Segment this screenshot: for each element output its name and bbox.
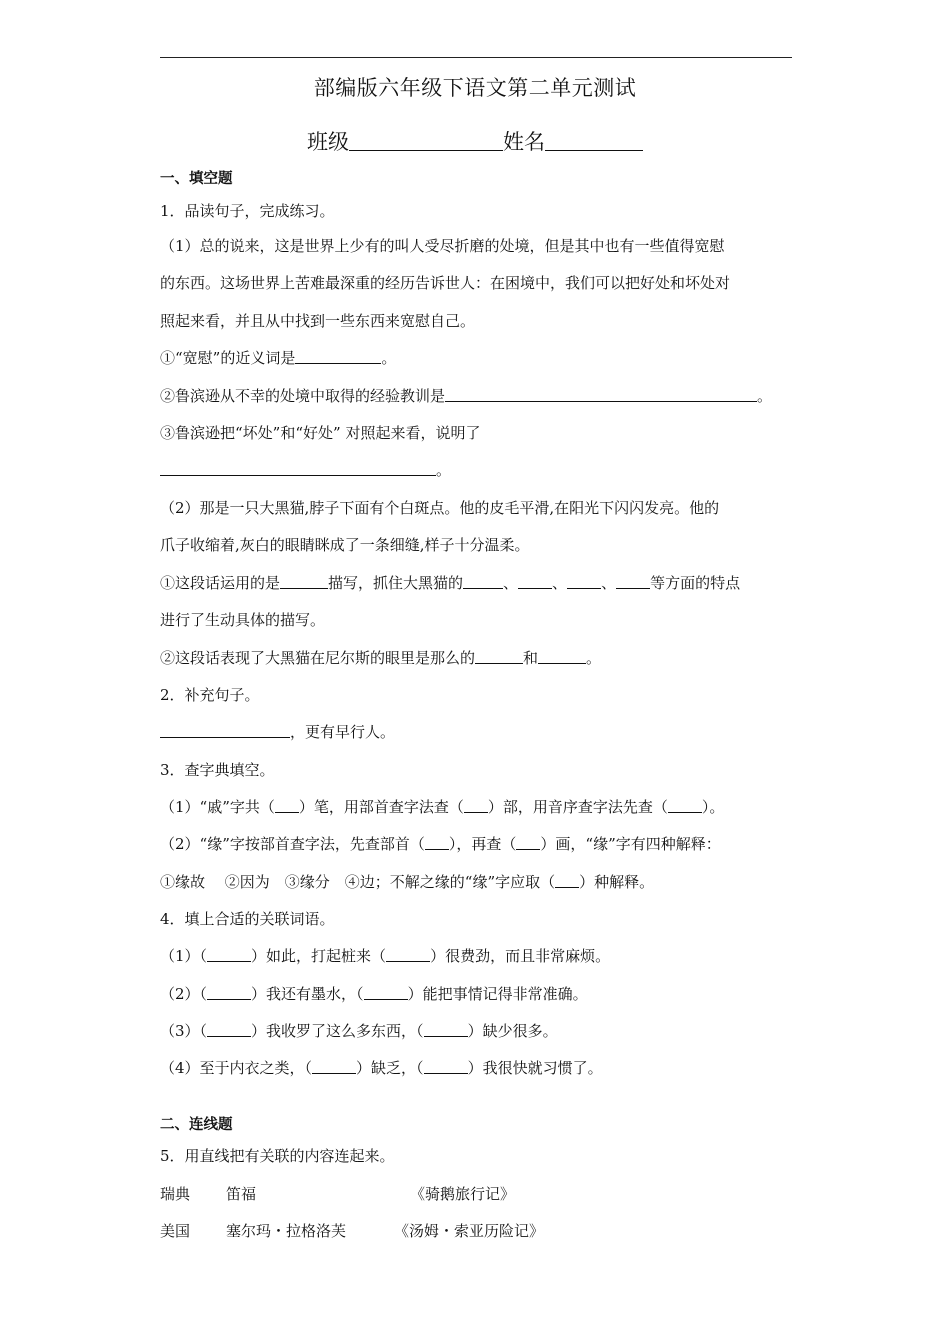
q4-text: （4）至于内衣之类，（ <box>160 1059 313 1077</box>
country[interactable]: 瑞典 <box>160 1185 191 1203</box>
q1-sub2 <box>160 386 772 406</box>
q3-line2 <box>160 834 721 854</box>
q1-passage2-line1: （2）那是一只大黑猫,脖子下面有个白斑点。他的皮毛平滑,在阳光下闪闪发亮。他的 <box>160 499 720 517</box>
answer-blank[interactable] <box>538 648 586 664</box>
separator: 、 <box>601 574 617 592</box>
answer-blank[interactable] <box>668 797 702 813</box>
q1-sub3: ③鲁滨逊把“坏处”和“好处” 对照起来看，说明了 <box>160 424 481 442</box>
q1-sub3-end: 。 <box>436 461 452 479</box>
answer-blank[interactable] <box>445 386 757 402</box>
q1-passage1-line1: （1）总的说来，这是世界上少有的叫人受尽折磨的处境，但是其中也有一些值得宽慰 <box>160 237 725 255</box>
q3-text: ）笔，用部首查字法查（ <box>298 798 464 816</box>
answer-blank[interactable] <box>160 460 436 476</box>
q4-row4 <box>160 1058 603 1078</box>
q4-text: （3）（ <box>160 1022 208 1040</box>
name-label: 姓名 <box>503 130 545 154</box>
answer-blank[interactable] <box>425 834 449 850</box>
q1-sub5-text: ②这段话表现了大黑猫在尼尔斯的眼里是那么的 <box>160 649 476 667</box>
q1-sub4 <box>160 573 740 593</box>
q3-text: ），再查（ <box>448 835 517 853</box>
separator: 、 <box>503 574 519 592</box>
answer-blank[interactable] <box>463 573 503 589</box>
q3-text: （1）“戚”字共（ <box>160 798 275 816</box>
q1-sub4-text: ①这段话运用的是 <box>160 574 281 592</box>
answer-blank[interactable] <box>280 573 328 589</box>
q1-sub4-text3: 等方面的特点 <box>650 574 741 592</box>
match-row <box>160 1184 515 1204</box>
q4-text: ）缺乏，（ <box>356 1059 424 1077</box>
answer-blank[interactable] <box>207 1021 251 1037</box>
q1-passage2-line2: 爪子收缩着,灰白的眼睛眯成了一条细缝,样子十分温柔。 <box>160 536 530 554</box>
q3-text: ）部，用音序查字法先查（ <box>487 798 668 816</box>
section-heading-match: 二、连线题 <box>160 1117 233 1133</box>
q1-sub5-and: 和 <box>523 649 539 667</box>
q4-text: （1）（ <box>160 947 208 965</box>
q4-text: ）我很快就习惯了。 <box>467 1059 603 1077</box>
q3-text: ）画，“缘”字有四种解释： <box>540 835 721 853</box>
q4-text: ）很费劲，而且非常麻烦。 <box>430 947 611 965</box>
q2-body <box>160 722 395 742</box>
class-label: 班级 <box>307 130 349 154</box>
q1-stem: 1．品读句子，完成练习。 <box>160 202 335 220</box>
class-blank[interactable] <box>349 130 503 151</box>
q4-row2 <box>160 984 588 1004</box>
q5-stem: 5．用直线把有关联的内容连起来。 <box>160 1147 395 1165</box>
q3-line1 <box>160 797 724 817</box>
answer-blank[interactable] <box>207 984 251 1000</box>
q3-text: ）。 <box>701 798 725 816</box>
book[interactable]: 《汤姆・索亚历险记》 <box>394 1222 545 1240</box>
answer-blank[interactable] <box>567 573 601 589</box>
author[interactable]: 塞尔玛・拉格洛芙 <box>226 1222 347 1240</box>
q1-sub4-text2: 描写，抓住大黑猫的 <box>328 574 464 592</box>
answer-blank[interactable] <box>275 797 299 813</box>
answer-blank[interactable] <box>312 1058 356 1074</box>
q4-text: ）如此，打起桩来（ <box>251 947 387 965</box>
section-heading-fill: 一、填空题 <box>160 171 233 187</box>
answer-blank[interactable] <box>516 834 540 850</box>
answer-blank[interactable] <box>386 946 430 962</box>
answer-blank[interactable] <box>475 648 523 664</box>
book[interactable]: 《骑鹅旅行记》 <box>410 1185 516 1203</box>
q4-row1 <box>160 946 610 966</box>
q4-text: ）我还有墨水，（ <box>251 985 364 1003</box>
answer-blank[interactable] <box>616 573 650 589</box>
q1-sub5-end: 。 <box>586 649 602 667</box>
q1-sub1-end: 。 <box>381 349 397 367</box>
header-rule <box>160 57 792 58</box>
q3-line3 <box>160 872 654 892</box>
answer-blank[interactable] <box>555 872 579 888</box>
q1-passage1-line2: 的东西。这场世界上苦难最深重的经历告诉世人：在困境中，我们可以把好处和坏处对 <box>160 274 731 292</box>
match-row <box>160 1221 544 1241</box>
q4-text: （2）（ <box>160 985 208 1003</box>
answer-blank[interactable] <box>464 797 488 813</box>
q3-text: （2）“缘”字按部首查字法，先查部首（ <box>160 835 425 853</box>
answer-blank[interactable] <box>295 348 381 364</box>
author[interactable]: 笛福 <box>226 1185 257 1203</box>
q3-text: ①缘故 ②因为 ③缘分 ④边；不解之缘的“缘”字应取（ <box>160 873 556 891</box>
q1-sub1 <box>160 348 396 368</box>
answer-blank[interactable] <box>364 984 408 1000</box>
class-name-line <box>0 126 950 156</box>
q1-sub2-end: 。 <box>757 387 773 405</box>
answer-blank[interactable] <box>207 946 251 962</box>
q4-row3 <box>160 1021 558 1041</box>
separator: 、 <box>552 574 568 592</box>
answer-blank[interactable] <box>424 1058 468 1074</box>
q4-text: ）能把事情记得非常准确。 <box>407 985 588 1003</box>
q4-stem: 4．填上合适的关联词语。 <box>160 910 335 928</box>
q3-text: ）种解释。 <box>579 873 655 891</box>
q1-passage1-line3: 照起来看，并且从中找到一些东西来宽慰自己。 <box>160 312 476 330</box>
q1-sub5 <box>160 648 601 668</box>
q1-sub3-answer <box>160 460 451 480</box>
q4-text: ）缺少很多。 <box>467 1022 558 1040</box>
country[interactable]: 美国 <box>160 1222 191 1240</box>
q2-stem: 2．补充句子。 <box>160 686 260 704</box>
answer-blank[interactable] <box>518 573 552 589</box>
q3-stem: 3．查字典填空。 <box>160 761 275 779</box>
q2-text: ，更有早行人。 <box>290 723 396 741</box>
q4-text: ）我收罗了这么多东西，（ <box>251 1022 424 1040</box>
q1-sub4-cont: 进行了生动具体的描写。 <box>160 611 326 629</box>
q1-sub1-text: ①“宽慰”的近义词是 <box>160 349 296 367</box>
name-blank[interactable] <box>545 130 643 151</box>
answer-blank[interactable] <box>424 1021 468 1037</box>
answer-blank[interactable] <box>160 722 290 738</box>
worksheet-title: 部编版六年级下语文第二单元测试 <box>313 76 637 100</box>
q1-sub2-text: ②鲁滨逊从不幸的处境中取得的经验教训是 <box>160 387 446 405</box>
